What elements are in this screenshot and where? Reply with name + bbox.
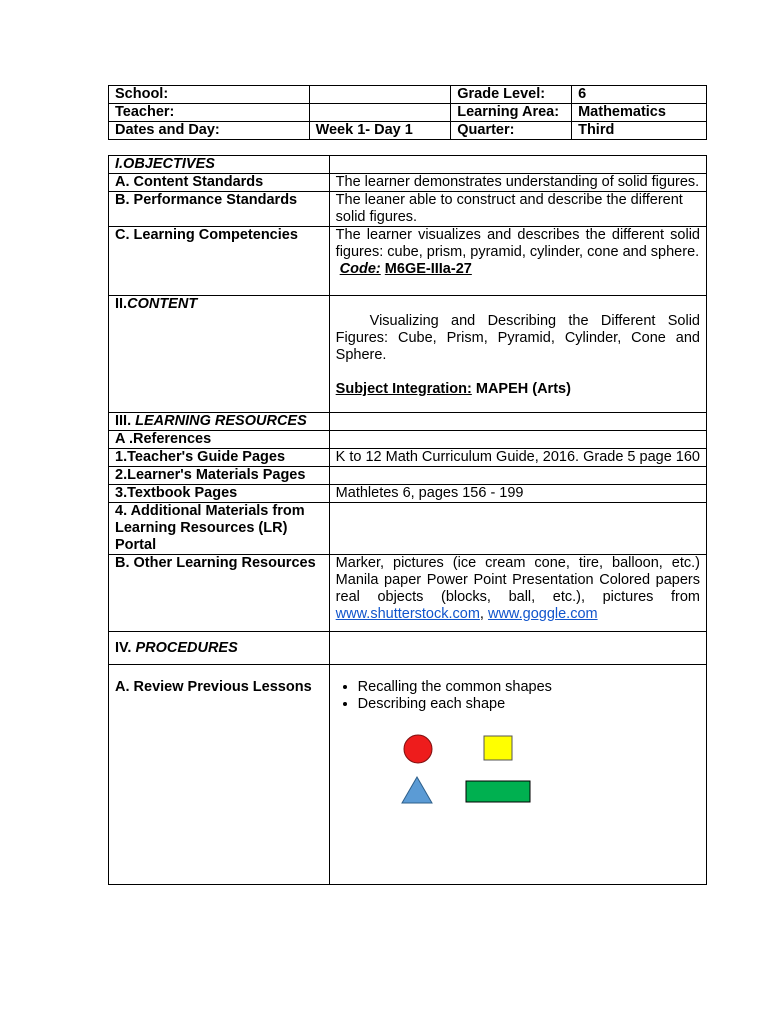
code-value: M6GE-IIIa-27 [384, 261, 472, 277]
content-heading: II.CONTENT [109, 296, 330, 413]
textbook-label: 3.Textbook Pages [109, 485, 330, 503]
quarter-value: Third [572, 122, 707, 140]
content-standards-text: The learner demonstrates understanding of solid figures. [329, 174, 706, 192]
additional-materials-label: 4. Additional Materials from Learning Resources (LR) Portal [109, 503, 330, 555]
integration-label: Subject Integration: [335, 381, 472, 397]
school-label: School: [109, 86, 310, 104]
dates-value: Week 1- Day 1 [309, 122, 451, 140]
performance-standards-row [109, 192, 707, 227]
shutterstock-link[interactable]: www.shutterstock.com [335, 606, 480, 622]
textbook-text: Mathletes 6, pages 156 - 199 [329, 485, 706, 503]
performance-standards-text: The leaner able to construct and describe the different solid figures. [329, 192, 706, 227]
teacher-label: Teacher: [109, 104, 310, 122]
green-rectangle-shape [466, 781, 530, 802]
integration-value: MAPEH (Arts) [475, 381, 571, 397]
header-row-dates [109, 122, 707, 140]
references-label: A .References [109, 431, 330, 449]
subject-integration [336, 381, 700, 398]
learners-materials-label: 2.Learner's Materials Pages [109, 467, 330, 485]
review-label: A. Review Previous Lessons [109, 665, 330, 885]
code-line [336, 261, 700, 278]
learners-materials-row [109, 467, 707, 485]
competencies-row [109, 227, 707, 296]
objectives-heading-row [109, 156, 707, 174]
other-resources-row: B. Other Learning Resources Marker, pictures (ice cream cone, tire, balloon, etc.) Manila paper Power Point Presentation Colored papers real objects (blocks, ball, etc.), pictures from www.shutterstock.com, www.goggle.com [109, 555, 707, 632]
teacher-value [309, 104, 451, 122]
content-standards-label: A. Content Standards [109, 174, 330, 192]
review-bullet-1: • Recalling the common shapes [358, 679, 700, 696]
dates-label: Dates and Day: [109, 122, 310, 140]
review-bullet-list [336, 679, 700, 713]
objectives-heading: I.OBJECTIVES [109, 156, 330, 174]
competencies-text: The learner visualizes and describes the different solid figures: cube, prism, pyramid, cylinder, cone and sphere. [335, 227, 700, 260]
header-table [108, 85, 707, 140]
header-row-school [109, 86, 707, 104]
goggle-link[interactable]: www.goggle.com [487, 606, 598, 622]
content-standards-row [109, 174, 707, 192]
red-circle-shape [404, 735, 432, 763]
resources-heading-row [109, 413, 707, 431]
other-resources-text: Marker, pictures (ice cream cone, tire, balloon, etc.) Manila paper Power Point Presentation Colored papers real objects (blocks, ball, etc.), pictures from [335, 555, 700, 605]
review-row [109, 665, 707, 885]
performance-standards-label: B. Performance Standards [109, 192, 330, 227]
shapes-illustration [400, 733, 580, 813]
teachers-guide-text: K to 12 Math Curriculum Guide, 2016. Grade 5 page 160 [329, 449, 706, 467]
procedures-heading-row [109, 632, 707, 665]
area-value: Mathematics [572, 104, 707, 122]
content-text: Visualizing and Describing the Different Solid Figures: Cube, Prism, Pyramid, Cylinder, Cone and Sphere. [335, 313, 700, 363]
resources-heading: III. LEARNING RESOURCES [109, 413, 330, 431]
teachers-guide-row [109, 449, 707, 467]
header-row-teacher [109, 104, 707, 122]
grade-value: 6 [572, 86, 707, 104]
teachers-guide-label: 1.Teacher's Guide Pages [109, 449, 330, 467]
content-row [109, 296, 707, 413]
additional-materials-row [109, 503, 707, 555]
other-resources-label: B. Other Learning Resources [109, 555, 330, 632]
review-bullet-2: • Describing each shape [358, 696, 700, 713]
textbook-row [109, 485, 707, 503]
blue-triangle-shape [402, 777, 432, 803]
references-row [109, 431, 707, 449]
code-label: Code: [339, 261, 381, 277]
grade-label: Grade Level: [451, 86, 572, 104]
lesson-plan-table [108, 155, 707, 885]
area-label: Learning Area: [451, 104, 572, 122]
competencies-label: C. Learning Competencies [109, 227, 330, 296]
yellow-square-shape [484, 736, 512, 760]
procedures-heading: IV. PROCEDURES [109, 632, 330, 665]
quarter-label: Quarter: [451, 122, 572, 140]
school-value [309, 86, 451, 104]
